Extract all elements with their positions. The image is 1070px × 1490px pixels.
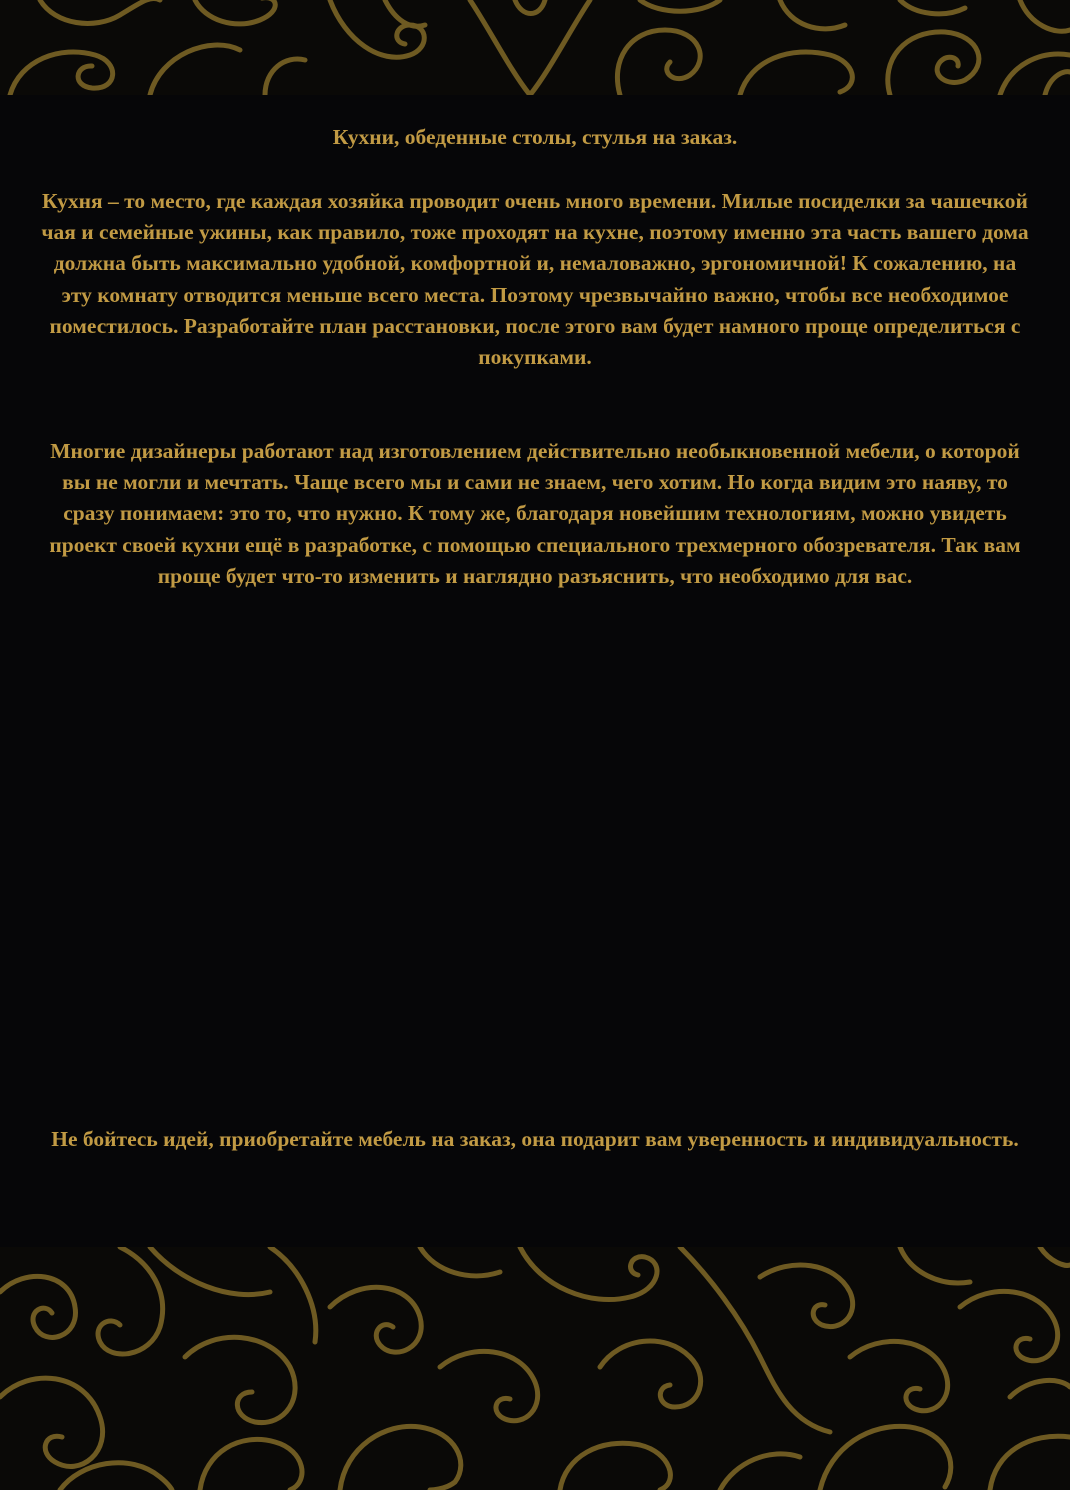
closing-statement: Не бойтесь идей, приобретайте мебель на заказ, она подарит вам уверенность и индивидуальность. — [51, 1127, 1019, 1151]
paragraph-designers: Многие дизайнеры работают над изготовлением действительно необыкновенной мебели, о которой вы не могли и мечтать. Чаще всего мы и сами не знаем, чего хотим. Но когда видим это наяву, то сразу понимаем: это то, что нужно. К тому же, благодаря новейшим технологиям, можно увидеть проект своей кухни ещё в разработке, с помощью специального трехмерного обозревателя. Так вам проще будет что-то изменить и наглядно разъяснить, что необходимо для вас. — [49, 439, 1021, 588]
bottom-swirl-ornament — [0, 1247, 1070, 1490]
top-swirl-ornament — [0, 0, 1070, 95]
page-heading: Кухни, обеденные столы, стулья на заказ. — [332, 125, 738, 149]
paragraph-kitchen-intro: Кухня – то место, где каждая хозяйка проводит очень много времени. Милые посиделки за чашечкой чая и семейные ужины, как правило, тоже проходят на кухне, поэтому именно эта часть вашего дома должна быть максимально удобной, комфортной и, немаловажно, эргономичной! К сожалению, на эту комнату отводится меньше всего места. Поэтому чрезвычайно важно, чтобы все необходимое поместилось. Разработайте план расстановки, после этого вам будет намного проще определиться с покупками. — [41, 189, 1029, 370]
content-panel — [0, 95, 1070, 1247]
